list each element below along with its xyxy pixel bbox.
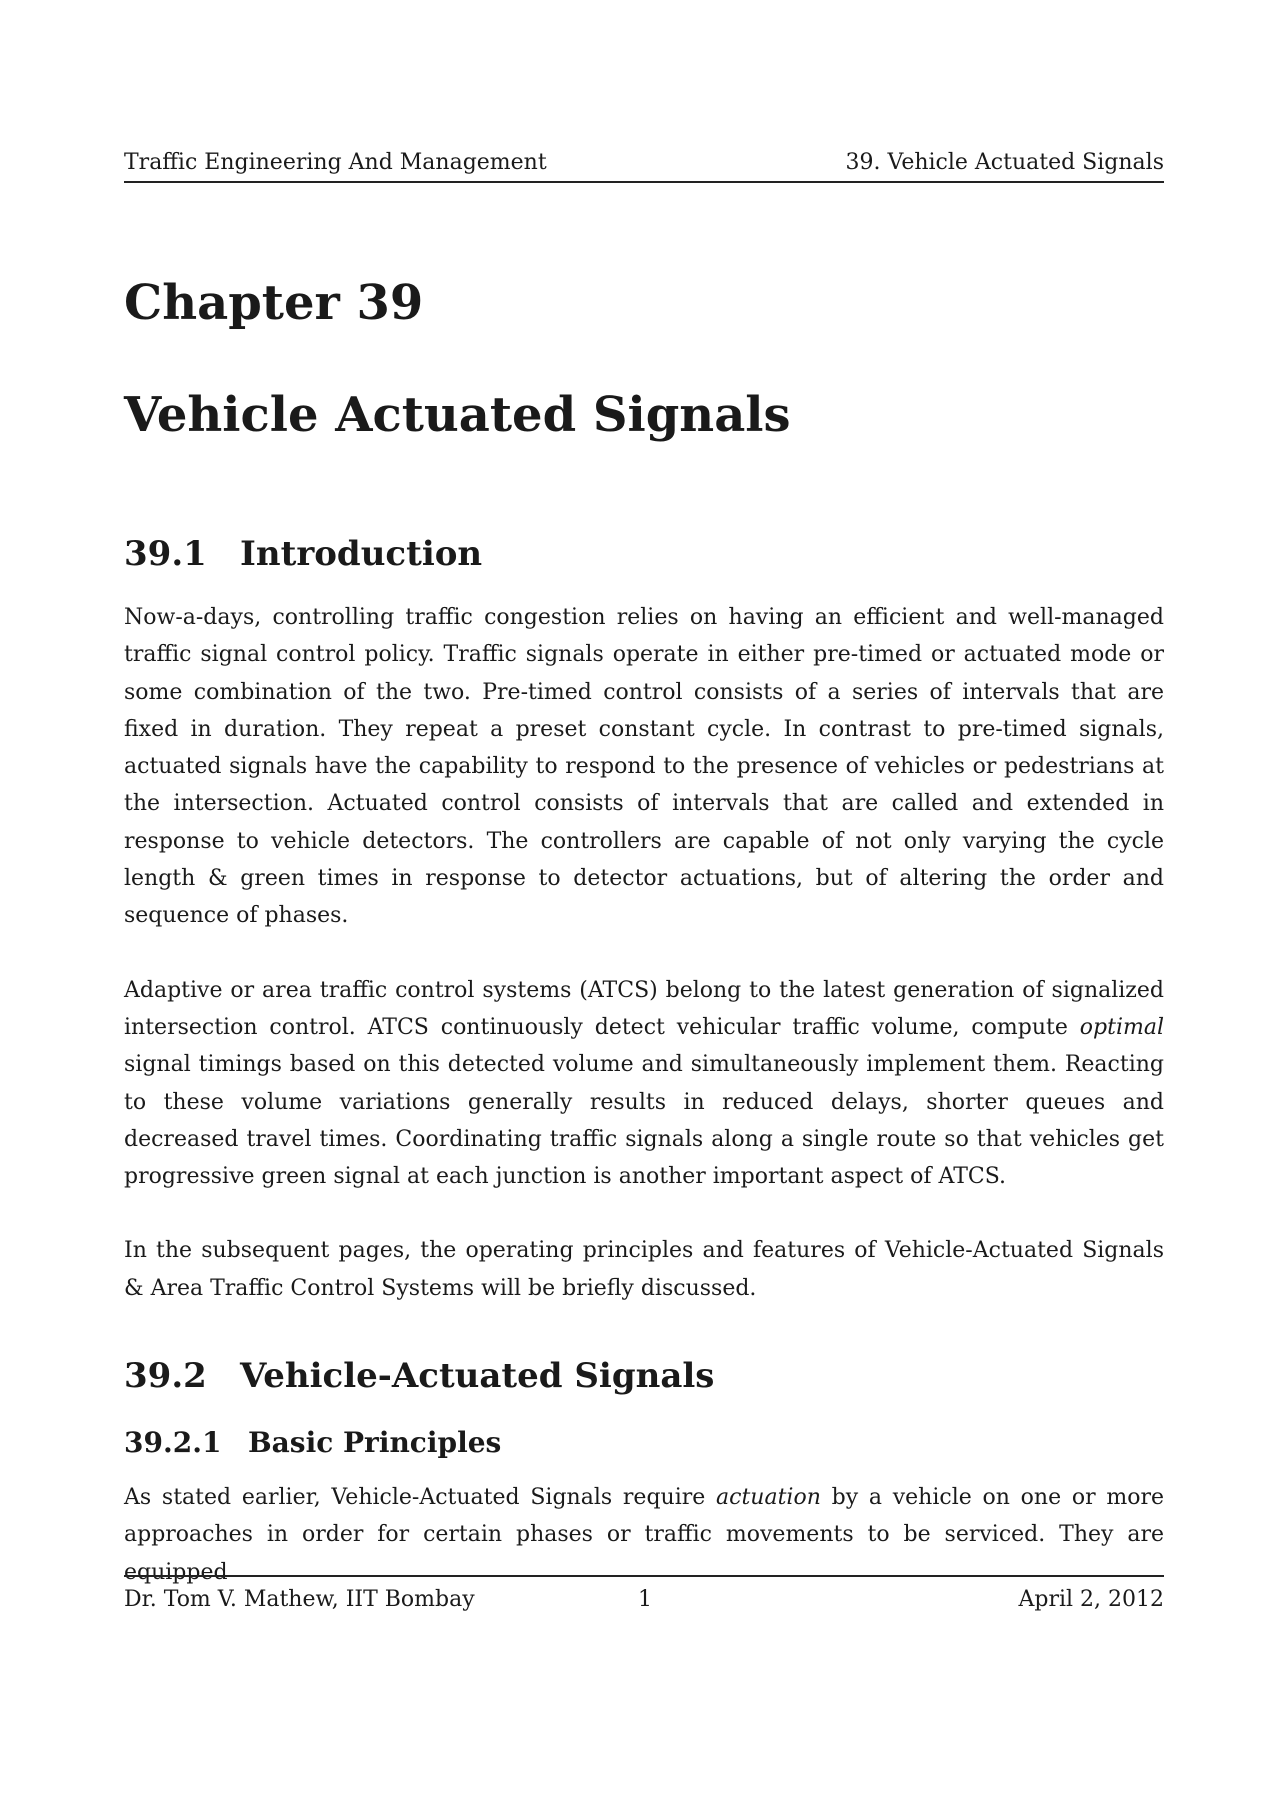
subsection-title: Basic Principles (248, 1426, 502, 1460)
subsection-heading-basic-principles (124, 1426, 1164, 1460)
paragraph-text: signal timings based on this detected volume and simultaneously implement them. Reacting to these volume variations generally results in reduced delays, shorter queues and decreased travel times. Coordinating traffic signals along a single route so that vehicles get progressive green signal at each junction is another important aspect of ATCS. (124, 1052, 1164, 1190)
paragraph-text: Adaptive or area traffic control systems (ATCS) belong to the latest generation of signalized intersection control. ATCS continuously detect vehicular traffic volume, compute (124, 977, 1164, 1040)
paragraph (124, 972, 1164, 1196)
section-heading-vehicle-actuated-signals (124, 1356, 1164, 1397)
subsection-number: 39.2.1 (124, 1426, 222, 1460)
footer-page-number: 1 (638, 1587, 652, 1612)
section-title: Introduction (240, 534, 483, 574)
document-page (124, 150, 1164, 1591)
footer-date: April 2, 2012 (1018, 1587, 1164, 1612)
section-title: Vehicle-Actuated Signals (240, 1356, 715, 1397)
section-number: 39.2 (124, 1356, 207, 1397)
paragraph-text: As stated earlier, Vehicle-Actuated Signals require (124, 1485, 717, 1511)
running-header (124, 150, 1164, 183)
chapter-title: Vehicle Actuated Signals (124, 387, 791, 443)
section-number: 39.1 (124, 534, 207, 574)
chapter-label: Chapter 39 (124, 275, 424, 331)
running-footer (124, 1575, 1164, 1612)
emphasis-text: optimal (1079, 1014, 1164, 1040)
paragraph-text: by a vehicle on one or more approaches in order for certain phases or traffic movements to be serviced. They are equipped (124, 1485, 1164, 1585)
header-chapter-title: 39. Vehicle Actuated Signals (845, 150, 1164, 175)
emphasis-text: actuation (716, 1485, 821, 1511)
paragraph: Now-a-days, controlling traffic congestion relies on having an efficient and well-managed traffic signal control policy. Traffic signals operate in either pre-timed or actuated mode or some combination of the two. Pre-timed control consists of a series of intervals that are fixed in duration. They repeat a preset constant cycle. In contrast to pre-timed signals, actuated signals have the capability to respond to the presence of vehicles or pedestrians at the intersection. Actuated control consists of intervals that are called and extended in response to vehicle detectors. The controllers are capable of not only varying the cycle length & green times in response to detector actuations, but of altering the order and sequence of phases. (124, 605, 1164, 929)
header-book-title: Traffic Engineering And Management (124, 150, 547, 175)
section-heading-introduction (124, 534, 1164, 574)
footer-author: Dr. Tom V. Mathew, IIT Bombay (124, 1587, 475, 1612)
paragraph: In the subsequent pages, the operating principles and features of Vehicle-Actuated Signals & Area Traffic Control Systems will be briefly discussed. (124, 1238, 1164, 1301)
